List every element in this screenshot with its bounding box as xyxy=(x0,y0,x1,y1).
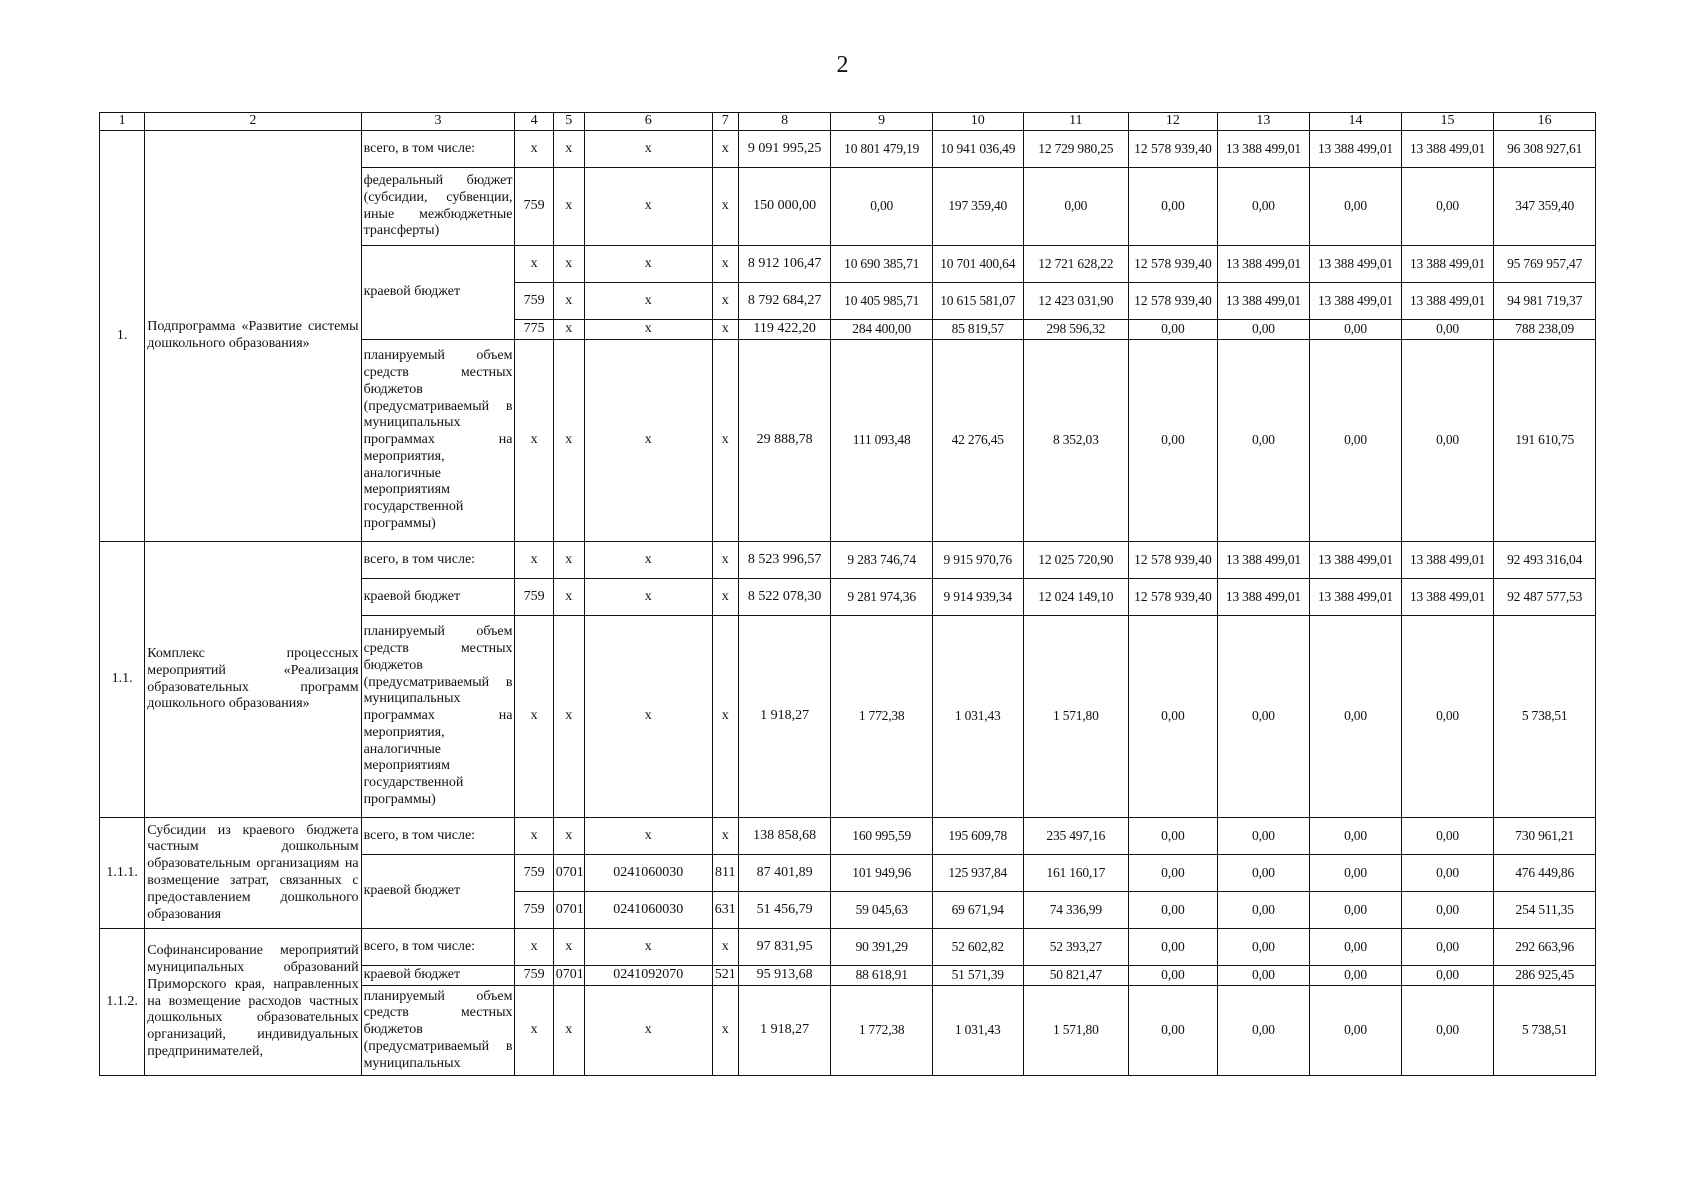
value-cell-15: 0,00 xyxy=(1401,340,1494,542)
value-cell-9: 88 618,91 xyxy=(831,966,933,986)
column-header: 4 xyxy=(515,113,553,131)
value-cell-14: 0,00 xyxy=(1310,966,1402,986)
value-cell-11: 298 596,32 xyxy=(1023,320,1129,340)
column-header: 5 xyxy=(553,113,584,131)
value-cell-5: 0701 xyxy=(553,892,584,929)
value-cell-12: 0,00 xyxy=(1129,818,1218,855)
value-cell-5: x xyxy=(553,616,584,818)
row-number: 1.1.1. xyxy=(100,818,145,929)
value-cell-7: 521 xyxy=(712,966,738,986)
value-cell-16: 92 487 577,53 xyxy=(1494,579,1596,616)
value-cell-8: 97 831,95 xyxy=(738,929,831,966)
value-cell-10: 197 359,40 xyxy=(932,168,1023,246)
value-cell-11: 12 025 720,90 xyxy=(1023,542,1129,579)
program-name: Комплекс процессных мероприятий «Реализация образовательных программ дошкольного образования» xyxy=(145,542,361,818)
value-cell-4: x xyxy=(515,616,553,818)
value-cell-6: 0241092070 xyxy=(584,966,712,986)
value-cell-7: x xyxy=(712,320,738,340)
value-cell-13: 0,00 xyxy=(1217,855,1310,892)
column-header: 1 xyxy=(100,113,145,131)
value-cell-11: 12 721 628,22 xyxy=(1023,246,1129,283)
value-cell-5: x xyxy=(553,131,584,168)
funding-source: планируемый объем средств местных бюджетов (предусматриваемый в муниципальных программах на мероприятия, аналогичные мероприятиям государственной программы) xyxy=(361,340,515,542)
value-cell-15: 0,00 xyxy=(1401,818,1494,855)
column-header: 14 xyxy=(1310,113,1402,131)
funding-source: всего, в том числе: xyxy=(361,131,515,168)
value-cell-13: 13 388 499,01 xyxy=(1217,131,1310,168)
value-cell-9: 0,00 xyxy=(831,168,933,246)
value-cell-6: x xyxy=(584,283,712,320)
value-cell-7: x xyxy=(712,579,738,616)
value-cell-10: 10 701 400,64 xyxy=(932,246,1023,283)
value-cell-16: 286 925,45 xyxy=(1494,966,1596,986)
value-cell-12: 12 578 939,40 xyxy=(1129,579,1218,616)
value-cell-4: 775 xyxy=(515,320,553,340)
value-cell-9: 10 690 385,71 xyxy=(831,246,933,283)
funding-source: планируемый объем средств местных бюджетов (предусматриваемый в муниципальных xyxy=(361,986,515,1076)
value-cell-12: 0,00 xyxy=(1129,929,1218,966)
value-cell-8: 138 858,68 xyxy=(738,818,831,855)
value-cell-5: x xyxy=(553,246,584,283)
table-row xyxy=(100,131,1596,168)
value-cell-5: x xyxy=(553,929,584,966)
value-cell-16: 730 961,21 xyxy=(1494,818,1596,855)
value-cell-5: x xyxy=(553,340,584,542)
value-cell-9: 1 772,38 xyxy=(831,616,933,818)
value-cell-6: x xyxy=(584,818,712,855)
column-header: 13 xyxy=(1217,113,1310,131)
column-header: 2 xyxy=(145,113,361,131)
funding-source: краевой бюджет xyxy=(361,966,515,986)
value-cell-15: 0,00 xyxy=(1401,168,1494,246)
value-cell-8: 87 401,89 xyxy=(738,855,831,892)
program-name: Подпрограмма «Развитие системы дошкольного образования» xyxy=(145,131,361,542)
value-cell-12: 0,00 xyxy=(1129,892,1218,929)
value-cell-11: 1 571,80 xyxy=(1023,986,1129,1076)
table-row xyxy=(100,818,1596,855)
value-cell-5: x xyxy=(553,986,584,1076)
value-cell-10: 69 671,94 xyxy=(932,892,1023,929)
funding-source: планируемый объем средств местных бюджетов (предусматриваемый в муниципальных программах на мероприятия, аналогичные мероприятиям государственной программы) xyxy=(361,616,515,818)
value-cell-14: 0,00 xyxy=(1310,320,1402,340)
value-cell-5: x xyxy=(553,818,584,855)
value-cell-14: 0,00 xyxy=(1310,855,1402,892)
value-cell-12: 12 578 939,40 xyxy=(1129,246,1218,283)
value-cell-8: 8 792 684,27 xyxy=(738,283,831,320)
value-cell-15: 0,00 xyxy=(1401,855,1494,892)
value-cell-4: 759 xyxy=(515,855,553,892)
value-cell-9: 9 283 746,74 xyxy=(831,542,933,579)
row-number: 1.1. xyxy=(100,542,145,818)
value-cell-14: 13 388 499,01 xyxy=(1310,131,1402,168)
value-cell-8: 8 522 078,30 xyxy=(738,579,831,616)
value-cell-11: 12 024 149,10 xyxy=(1023,579,1129,616)
value-cell-8: 95 913,68 xyxy=(738,966,831,986)
column-header: 12 xyxy=(1129,113,1218,131)
value-cell-10: 85 819,57 xyxy=(932,320,1023,340)
value-cell-12: 0,00 xyxy=(1129,966,1218,986)
value-cell-16: 476 449,86 xyxy=(1494,855,1596,892)
value-cell-13: 0,00 xyxy=(1217,340,1310,542)
value-cell-9: 90 391,29 xyxy=(831,929,933,966)
value-cell-11: 74 336,99 xyxy=(1023,892,1129,929)
value-cell-14: 13 388 499,01 xyxy=(1310,542,1402,579)
column-header: 16 xyxy=(1494,113,1596,131)
column-header: 3 xyxy=(361,113,515,131)
value-cell-8: 150 000,00 xyxy=(738,168,831,246)
value-cell-11: 50 821,47 xyxy=(1023,966,1129,986)
value-cell-7: x xyxy=(712,131,738,168)
value-cell-14: 0,00 xyxy=(1310,616,1402,818)
funding-source: краевой бюджет xyxy=(361,579,515,616)
value-cell-16: 5 738,51 xyxy=(1494,986,1596,1076)
funding-source: всего, в том числе: xyxy=(361,818,515,855)
value-cell-12: 0,00 xyxy=(1129,340,1218,542)
value-cell-15: 0,00 xyxy=(1401,616,1494,818)
column-header: 8 xyxy=(738,113,831,131)
value-cell-14: 0,00 xyxy=(1310,986,1402,1076)
value-cell-12: 12 578 939,40 xyxy=(1129,283,1218,320)
value-cell-9: 1 772,38 xyxy=(831,986,933,1076)
value-cell-11: 161 160,17 xyxy=(1023,855,1129,892)
value-cell-7: x xyxy=(712,818,738,855)
value-cell-9: 111 093,48 xyxy=(831,340,933,542)
program-name: Субсидии из краевого бюджета частным дошкольным образовательным организациям на возмещение затрат, связанных с предоставлением дошкольного образования xyxy=(145,818,361,929)
value-cell-10: 1 031,43 xyxy=(932,986,1023,1076)
value-cell-6: x xyxy=(584,320,712,340)
value-cell-16: 94 981 719,37 xyxy=(1494,283,1596,320)
value-cell-15: 13 388 499,01 xyxy=(1401,131,1494,168)
value-cell-5: x xyxy=(553,168,584,246)
value-cell-4: x xyxy=(515,542,553,579)
value-cell-13: 0,00 xyxy=(1217,616,1310,818)
value-cell-14: 13 388 499,01 xyxy=(1310,579,1402,616)
value-cell-11: 235 497,16 xyxy=(1023,818,1129,855)
value-cell-16: 191 610,75 xyxy=(1494,340,1596,542)
value-cell-9: 160 995,59 xyxy=(831,818,933,855)
value-cell-6: x xyxy=(584,246,712,283)
value-cell-12: 0,00 xyxy=(1129,616,1218,818)
value-cell-10: 195 609,78 xyxy=(932,818,1023,855)
value-cell-11: 52 393,27 xyxy=(1023,929,1129,966)
value-cell-10: 9 915 970,76 xyxy=(932,542,1023,579)
value-cell-7: x xyxy=(712,542,738,579)
value-cell-13: 13 388 499,01 xyxy=(1217,246,1310,283)
value-cell-15: 0,00 xyxy=(1401,929,1494,966)
value-cell-14: 0,00 xyxy=(1310,168,1402,246)
value-cell-13: 13 388 499,01 xyxy=(1217,283,1310,320)
value-cell-12: 0,00 xyxy=(1129,986,1218,1076)
value-cell-15: 13 388 499,01 xyxy=(1401,283,1494,320)
value-cell-8: 1 918,27 xyxy=(738,986,831,1076)
value-cell-4: x xyxy=(515,340,553,542)
column-header: 10 xyxy=(932,113,1023,131)
value-cell-7: x xyxy=(712,340,738,542)
table-row xyxy=(100,113,1596,131)
value-cell-14: 0,00 xyxy=(1310,892,1402,929)
value-cell-10: 9 914 939,34 xyxy=(932,579,1023,616)
value-cell-7: x xyxy=(712,283,738,320)
funding-source: федеральный бюджет (субсидии, субвенции, иные межбюджетные трансферты) xyxy=(361,168,515,246)
value-cell-6: x xyxy=(584,929,712,966)
value-cell-5: x xyxy=(553,579,584,616)
value-cell-16: 95 769 957,47 xyxy=(1494,246,1596,283)
value-cell-16: 292 663,96 xyxy=(1494,929,1596,966)
funding-source: краевой бюджет xyxy=(361,855,515,929)
page-number: 2 xyxy=(836,52,849,78)
value-cell-16: 5 738,51 xyxy=(1494,616,1596,818)
value-cell-6: x xyxy=(584,579,712,616)
row-number: 1. xyxy=(100,131,145,542)
column-header: 11 xyxy=(1023,113,1129,131)
value-cell-11: 8 352,03 xyxy=(1023,340,1129,542)
value-cell-4: 759 xyxy=(515,168,553,246)
value-cell-16: 347 359,40 xyxy=(1494,168,1596,246)
value-cell-4: x xyxy=(515,818,553,855)
value-cell-12: 0,00 xyxy=(1129,320,1218,340)
value-cell-13: 0,00 xyxy=(1217,892,1310,929)
value-cell-4: 759 xyxy=(515,579,553,616)
value-cell-15: 0,00 xyxy=(1401,320,1494,340)
value-cell-15: 0,00 xyxy=(1401,892,1494,929)
value-cell-12: 12 578 939,40 xyxy=(1129,542,1218,579)
value-cell-14: 13 388 499,01 xyxy=(1310,283,1402,320)
value-cell-6: x xyxy=(584,986,712,1076)
program-name: Софинансирование мероприятий муниципальных образований Приморского края, направленных на возмещение расходов частных дошкольных образовательных организаций, индивидуальных предпринимателей, xyxy=(145,929,361,1076)
value-cell-9: 284 400,00 xyxy=(831,320,933,340)
value-cell-6: 0241060030 xyxy=(584,892,712,929)
funding-source: всего, в том числе: xyxy=(361,542,515,579)
value-cell-8: 8 912 106,47 xyxy=(738,246,831,283)
value-cell-11: 12 423 031,90 xyxy=(1023,283,1129,320)
value-cell-10: 1 031,43 xyxy=(932,616,1023,818)
value-cell-5: x xyxy=(553,283,584,320)
value-cell-14: 0,00 xyxy=(1310,340,1402,542)
value-cell-4: x xyxy=(515,929,553,966)
value-cell-7: x xyxy=(712,616,738,818)
value-cell-6: x xyxy=(584,542,712,579)
value-cell-13: 0,00 xyxy=(1217,986,1310,1076)
value-cell-15: 0,00 xyxy=(1401,966,1494,986)
funding-source: краевой бюджет xyxy=(361,246,515,340)
funding-source: всего, в том числе: xyxy=(361,929,515,966)
value-cell-13: 13 388 499,01 xyxy=(1217,542,1310,579)
value-cell-4: x xyxy=(515,246,553,283)
value-cell-10: 51 571,39 xyxy=(932,966,1023,986)
value-cell-6: x xyxy=(584,168,712,246)
value-cell-10: 52 602,82 xyxy=(932,929,1023,966)
value-cell-11: 0,00 xyxy=(1023,168,1129,246)
value-cell-8: 119 422,20 xyxy=(738,320,831,340)
value-cell-12: 12 578 939,40 xyxy=(1129,131,1218,168)
value-cell-5: x xyxy=(553,542,584,579)
value-cell-7: x xyxy=(712,929,738,966)
value-cell-10: 42 276,45 xyxy=(932,340,1023,542)
column-header: 15 xyxy=(1401,113,1494,131)
value-cell-12: 0,00 xyxy=(1129,855,1218,892)
value-cell-9: 10 801 479,19 xyxy=(831,131,933,168)
value-cell-10: 10 615 581,07 xyxy=(932,283,1023,320)
value-cell-13: 13 388 499,01 xyxy=(1217,579,1310,616)
value-cell-15: 13 388 499,01 xyxy=(1401,579,1494,616)
value-cell-9: 101 949,96 xyxy=(831,855,933,892)
value-cell-7: x xyxy=(712,168,738,246)
value-cell-16: 254 511,35 xyxy=(1494,892,1596,929)
value-cell-8: 1 918,27 xyxy=(738,616,831,818)
value-cell-13: 0,00 xyxy=(1217,929,1310,966)
value-cell-8: 9 091 995,25 xyxy=(738,131,831,168)
value-cell-14: 0,00 xyxy=(1310,818,1402,855)
table-row xyxy=(100,542,1596,579)
value-cell-16: 92 493 316,04 xyxy=(1494,542,1596,579)
value-cell-15: 13 388 499,01 xyxy=(1401,542,1494,579)
value-cell-6: x xyxy=(584,616,712,818)
value-cell-9: 9 281 974,36 xyxy=(831,579,933,616)
value-cell-16: 788 238,09 xyxy=(1494,320,1596,340)
value-cell-10: 10 941 036,49 xyxy=(932,131,1023,168)
value-cell-13: 0,00 xyxy=(1217,320,1310,340)
value-cell-4: 759 xyxy=(515,283,553,320)
column-header: 7 xyxy=(712,113,738,131)
value-cell-13: 0,00 xyxy=(1217,818,1310,855)
value-cell-7: x xyxy=(712,986,738,1076)
value-cell-5: x xyxy=(553,320,584,340)
value-cell-14: 0,00 xyxy=(1310,929,1402,966)
budget-table xyxy=(99,112,1596,1076)
value-cell-8: 51 456,79 xyxy=(738,892,831,929)
row-number: 1.1.2. xyxy=(100,929,145,1076)
value-cell-4: x xyxy=(515,986,553,1076)
value-cell-4: 759 xyxy=(515,966,553,986)
value-cell-16: 96 308 927,61 xyxy=(1494,131,1596,168)
value-cell-8: 29 888,78 xyxy=(738,340,831,542)
value-cell-9: 59 045,63 xyxy=(831,892,933,929)
value-cell-13: 0,00 xyxy=(1217,966,1310,986)
value-cell-7: x xyxy=(712,246,738,283)
value-cell-6: x xyxy=(584,131,712,168)
value-cell-5: 0701 xyxy=(553,966,584,986)
value-cell-9: 10 405 985,71 xyxy=(831,283,933,320)
value-cell-12: 0,00 xyxy=(1129,168,1218,246)
value-cell-15: 13 388 499,01 xyxy=(1401,246,1494,283)
value-cell-6: 0241060030 xyxy=(584,855,712,892)
value-cell-13: 0,00 xyxy=(1217,168,1310,246)
value-cell-4: x xyxy=(515,131,553,168)
value-cell-15: 0,00 xyxy=(1401,986,1494,1076)
column-header: 9 xyxy=(831,113,933,131)
value-cell-4: 759 xyxy=(515,892,553,929)
value-cell-11: 1 571,80 xyxy=(1023,616,1129,818)
value-cell-7: 631 xyxy=(712,892,738,929)
value-cell-8: 8 523 996,57 xyxy=(738,542,831,579)
value-cell-11: 12 729 980,25 xyxy=(1023,131,1129,168)
column-header: 6 xyxy=(584,113,712,131)
value-cell-6: x xyxy=(584,340,712,542)
value-cell-10: 125 937,84 xyxy=(932,855,1023,892)
value-cell-5: 0701 xyxy=(553,855,584,892)
value-cell-14: 13 388 499,01 xyxy=(1310,246,1402,283)
value-cell-7: 811 xyxy=(712,855,738,892)
table-row xyxy=(100,929,1596,966)
